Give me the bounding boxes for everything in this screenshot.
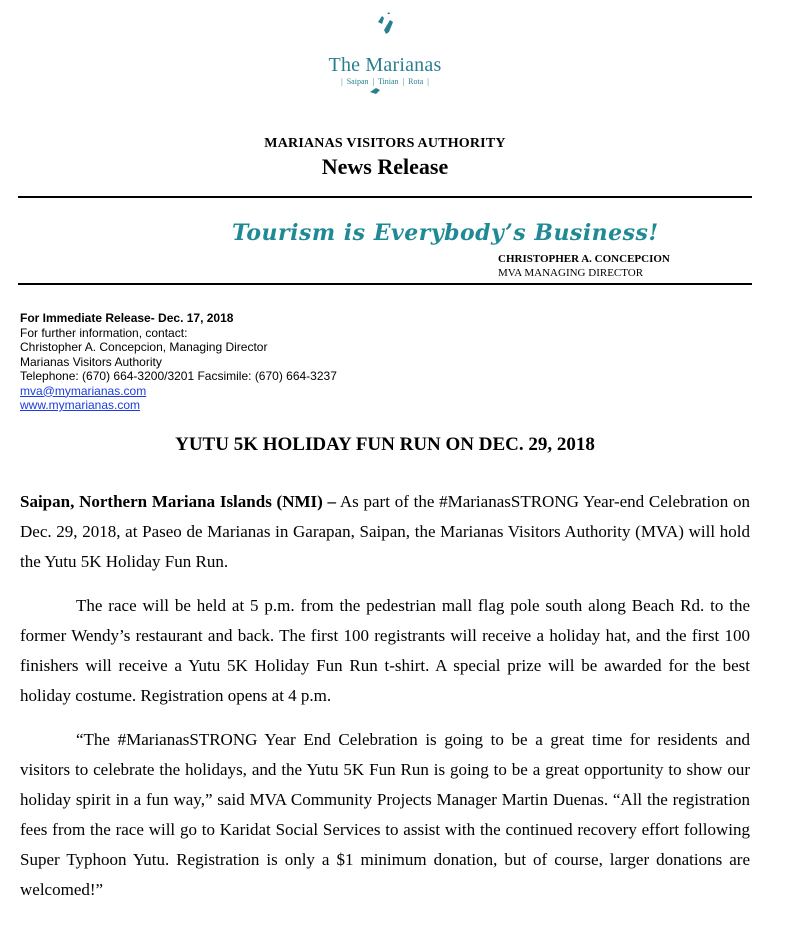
website-link[interactable]: www.mymarianas.com <box>20 398 141 412</box>
paragraph-1-text: As part of the #MarianasSTRONG Year-end Celebration on Dec. 29, 2018, at Paseo de Marianas in Garapan, Saipan, the Marianas Visitors Authority (MVA) will hold the Yutu 5K Holiday Fun Run. <box>20 492 750 571</box>
article-body <box>20 487 750 919</box>
paragraph-3: “The #MarianasSTRONG Year End Celebration is going to be a great time for residents and visitors to celebrate the holidays, and the Yutu 5K Fun Run is going to be a great opportunity to show our holiday spirit in a fun way,” said MVA Community Projects Manager Martin Duenas. “All the registration fees from the race will go to Karidat Social Services to assist with the continued recovery effort following Super Typhoon Yutu. Registration is only a $1 minimum donation, but of course, larger donations are welcomed!” <box>20 730 750 899</box>
article-headline: YUTU 5K HOLIDAY FUN RUN ON DEC. 29, 2018 <box>175 434 595 455</box>
organization-name: MARIANAS VISITORS AUTHORITY <box>264 136 506 151</box>
director-name: CHRISTOPHER A. CONCEPCION <box>498 253 670 265</box>
contact-block <box>20 311 337 413</box>
divider-top <box>18 196 752 198</box>
divider-bottom <box>18 283 752 285</box>
director-title: MVA MANAGING DIRECTOR <box>498 267 644 279</box>
logo-title: The Marianas <box>328 54 442 76</box>
contact-phone: Telephone: (670) 664-3200/3201 Facsimile: (670) 664-3237 <box>20 369 337 383</box>
contact-person: Christopher A. Concepcion, Managing Director <box>20 340 268 354</box>
release-title: News Release <box>321 154 449 179</box>
paragraph-1 <box>20 487 750 577</box>
slogan: Tourism is Everybody’s Business! <box>232 220 659 246</box>
release-date: For Immediate Release- Dec. 17, 2018 <box>20 311 234 325</box>
contact-intro: For further information, contact: <box>20 325 188 340</box>
logo-subtitle: | Saipan | Tinian | Rota | <box>341 77 429 86</box>
contact-organization: Marianas Visitors Authority <box>20 354 162 369</box>
paragraph-2: The race will be held at 5 p.m. from the pedestrian mall flag pole south along Beach Rd. to the former Wendy’s restaurant and back. The first 100 registrants will receive a holiday hat, and the first 100 finishers will receive a Yutu 5K Holiday Fun Run t-shirt. A special prize will be awarded for the best holiday costume. Registration opens at 4 p.m. <box>20 596 750 705</box>
dateline: Saipan, Northern Mariana Islands (NMI) – <box>20 492 337 511</box>
marianas-logo <box>320 8 450 100</box>
email-link[interactable]: mva@mymarianas.com <box>20 383 147 398</box>
director-block <box>498 252 670 280</box>
